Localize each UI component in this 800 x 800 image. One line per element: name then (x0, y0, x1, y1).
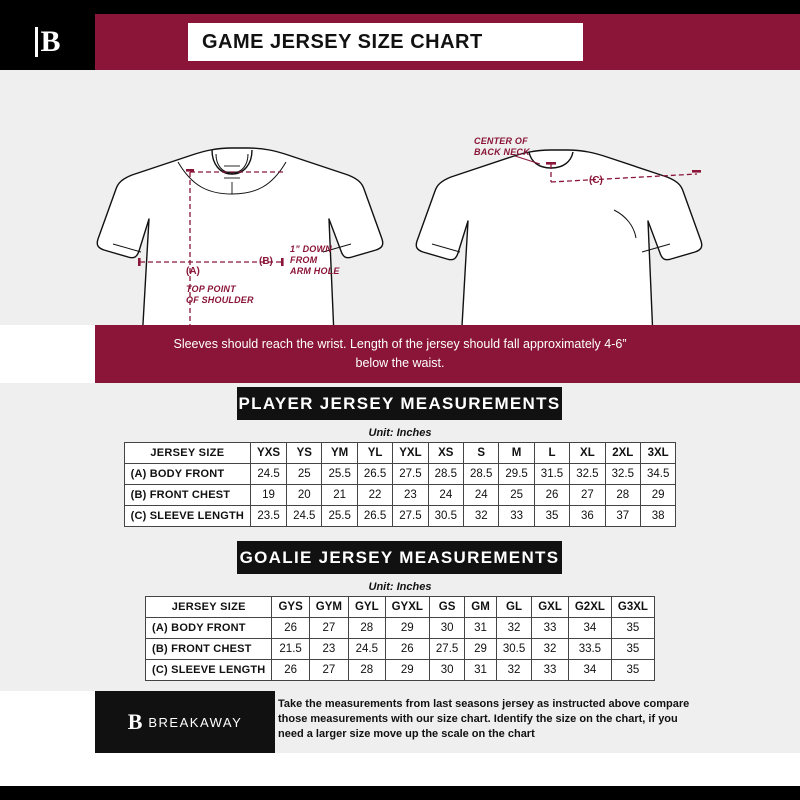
cell: 32.5 (605, 464, 640, 485)
goalie-size-GS: GS (429, 597, 464, 618)
player-row-name-b: FRONT CHEST (149, 489, 231, 501)
brand-name: BREAKAWAY (148, 714, 243, 730)
cell: 26 (272, 660, 309, 681)
cell: 33 (499, 506, 534, 527)
goalie-size-GYM: GYM (309, 597, 348, 618)
cell: 30.5 (428, 506, 463, 527)
goalie-row-name-c: SLEEVE LENGTH (171, 664, 266, 676)
cell: 38 (640, 506, 675, 527)
cell: 21.5 (272, 639, 309, 660)
label-c: (C) (589, 175, 603, 186)
cell: 30 (429, 618, 464, 639)
brand-logo-box (0, 14, 95, 70)
cell: 24 (428, 485, 463, 506)
footer-left-edge (0, 691, 95, 753)
cell: 36 (570, 506, 605, 527)
cell: 26.5 (357, 464, 392, 485)
cell: 33 (532, 660, 569, 681)
cell: 28.5 (428, 464, 463, 485)
table-row (124, 506, 676, 527)
player-measurements-table (124, 442, 677, 527)
cell: 33.5 (568, 639, 611, 660)
goalie-size-G2XL: G2XL (568, 597, 611, 618)
logo-bar-icon (35, 27, 38, 57)
cell: 27.5 (393, 506, 428, 527)
table-row (146, 618, 655, 639)
cell: 32 (532, 639, 569, 660)
goalie-row-name-a: BODY FRONT (171, 622, 246, 634)
cell: 35 (611, 660, 654, 681)
goalie-section-title-bar (237, 541, 562, 574)
goalie-row-tag-c: (C) (152, 664, 168, 676)
cell: 34 (568, 618, 611, 639)
player-table-header-row (124, 443, 676, 464)
cell: 30.5 (496, 639, 531, 660)
player-section-title-bar (237, 387, 562, 420)
cell: 30 (429, 660, 464, 681)
table-row (124, 485, 676, 506)
goalie-size-G3XL: G3XL (611, 597, 654, 618)
cell: 29 (465, 639, 497, 660)
footer-instructions: Take the measurements from last seasons jersey as instructed above compare those measurements with our size chart. Identify the size on the chart, if you need a larger size move up the scale on the chart (278, 698, 690, 740)
breakaway-logo-icon (0, 14, 95, 70)
cell: 28.5 (464, 464, 499, 485)
label-a: (A) (186, 266, 200, 277)
goalie-section-title-text: GOALIE JERSEY MEASUREMENTS (239, 547, 560, 567)
cell: 23 (309, 639, 348, 660)
jersey-illustrations (0, 70, 800, 325)
header (0, 14, 800, 70)
cell: 24.5 (348, 639, 385, 660)
goalie-size-header: JERSEY SIZE (146, 597, 272, 618)
cell: 26.5 (357, 506, 392, 527)
goalie-size-GYXL: GYXL (385, 597, 429, 618)
cell: 32 (496, 618, 531, 639)
player-section-title-text: PLAYER JERSEY MEASUREMENTS (238, 393, 561, 413)
label-b: (B) (259, 256, 273, 267)
player-size-3XL: 3XL (640, 443, 675, 464)
cell: 31 (465, 618, 497, 639)
cell: 26 (272, 618, 309, 639)
page-title (188, 23, 583, 61)
cell: 35 (534, 506, 569, 527)
player-unit-label: Unit: Inches (0, 427, 800, 442)
goalie-unit-label: Unit: Inches (0, 581, 800, 596)
cell: 25 (287, 464, 322, 485)
player-section-title (0, 383, 800, 427)
cell: 25.5 (322, 464, 357, 485)
cell: 32 (464, 506, 499, 527)
cell: 20 (287, 485, 322, 506)
goalie-section-title (0, 537, 800, 581)
table-row (146, 639, 655, 660)
goalie-row-label-a (146, 618, 272, 639)
cell: 27.5 (393, 464, 428, 485)
cell: 29 (640, 485, 675, 506)
goalie-size-GXL: GXL (532, 597, 569, 618)
size-chart-sheet (0, 14, 800, 786)
cell: 25.5 (322, 506, 357, 527)
cell: 37 (605, 506, 640, 527)
player-row-label-b (124, 485, 250, 506)
footer-brand-logo (95, 691, 275, 753)
player-size-L: L (534, 443, 569, 464)
banner-left-block (0, 325, 95, 383)
player-row-tag-b: (B) (130, 489, 147, 501)
goalie-table-header-row (146, 597, 655, 618)
player-row-name-c: SLEEVE LENGTH (149, 510, 245, 522)
cell: 35 (611, 618, 654, 639)
footer (0, 691, 800, 753)
note-one-inch-down: 1” DOWN FROM ARM HOLE (290, 244, 340, 276)
logo-letter: B (40, 25, 60, 58)
player-size-header: JERSEY SIZE (124, 443, 250, 464)
instruction-banner (0, 325, 800, 383)
cell: 28 (605, 485, 640, 506)
cell: 25 (499, 485, 534, 506)
cell: 26 (534, 485, 569, 506)
goalie-row-tag-b: (B) (152, 643, 168, 655)
cell: 29 (385, 618, 429, 639)
jersey-diagram (0, 70, 800, 325)
goalie-row-name-b: FRONT CHEST (171, 643, 252, 655)
player-size-YXS: YXS (251, 443, 287, 464)
cell: 24.5 (251, 464, 287, 485)
cell: 31.5 (534, 464, 569, 485)
cell: 23.5 (251, 506, 287, 527)
player-size-XL: XL (570, 443, 605, 464)
cell: 26 (385, 639, 429, 660)
cell: 22 (357, 485, 392, 506)
player-table-wrap (0, 442, 800, 537)
cell: 29 (385, 660, 429, 681)
player-size-YXL: YXL (393, 443, 428, 464)
goalie-measurements-table (145, 596, 655, 681)
cell: 19 (251, 485, 287, 506)
cell: 31 (465, 660, 497, 681)
cell: 34.5 (640, 464, 675, 485)
cell: 27 (570, 485, 605, 506)
goalie-size-GYL: GYL (348, 597, 385, 618)
player-size-YL: YL (357, 443, 392, 464)
cell: 24 (464, 485, 499, 506)
cell: 29.5 (499, 464, 534, 485)
cell: 34 (568, 660, 611, 681)
player-size-M: M (499, 443, 534, 464)
cell: 27 (309, 618, 348, 639)
goalie-size-GM: GM (465, 597, 497, 618)
cell: 35 (611, 639, 654, 660)
breakaway-mark-icon: B (127, 709, 143, 734)
player-size-XS: XS (428, 443, 463, 464)
goalie-row-label-b (146, 639, 272, 660)
goalie-row-label-c (146, 660, 272, 681)
cell: 23 (393, 485, 428, 506)
goalie-size-GYS: GYS (272, 597, 309, 618)
cell: 27 (309, 660, 348, 681)
player-row-label-a (124, 464, 250, 485)
player-size-S: S (464, 443, 499, 464)
page-title-text: GAME JERSEY SIZE CHART (202, 30, 483, 53)
cell: 24.5 (287, 506, 322, 527)
goalie-table-wrap (0, 596, 800, 691)
cell: 32 (496, 660, 531, 681)
player-size-YM: YM (322, 443, 357, 464)
cell: 28 (348, 660, 385, 681)
cell: 33 (532, 618, 569, 639)
player-row-name-a: BODY FRONT (149, 468, 225, 480)
note-center-back-neck: CENTER OF BACK NECK (474, 136, 530, 157)
instruction-banner-text: Sleeves should reach the wrist. Length of the jersey should fall approximately 4-6” below the waist. (173, 337, 627, 370)
player-size-2XL: 2XL (605, 443, 640, 464)
goalie-size-GL: GL (496, 597, 531, 618)
table-row (124, 464, 676, 485)
player-size-YS: YS (287, 443, 322, 464)
table-row (146, 660, 655, 681)
cell: 28 (348, 618, 385, 639)
cell: 27.5 (429, 639, 464, 660)
player-row-tag-c: (C) (130, 510, 147, 522)
cell: 21 (322, 485, 357, 506)
cell: 32.5 (570, 464, 605, 485)
note-top-point-shoulder: TOP POINT OF SHOULDER (186, 284, 254, 305)
player-row-label-c (124, 506, 250, 527)
player-row-tag-a: (A) (130, 468, 147, 480)
goalie-row-tag-a: (A) (152, 622, 168, 634)
